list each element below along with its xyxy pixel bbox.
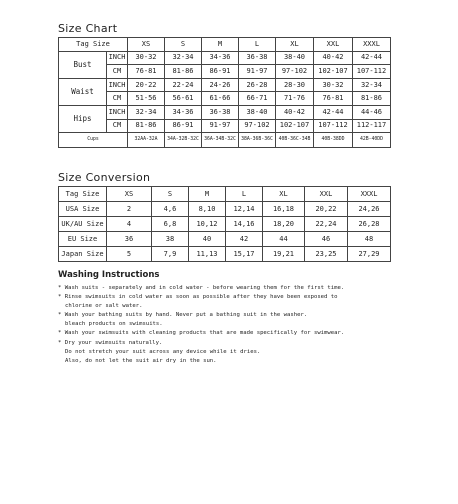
value-cell: 5 [107,247,152,262]
value-cell: 30-32 [128,51,165,65]
value-cell: 44-46 [353,105,391,119]
value-cell: 48 [348,232,391,247]
value-cell: 38-40 [276,51,314,65]
value-cell: 81-86 [165,65,202,79]
value-cell: 32-34 [128,105,165,119]
value-cell: 36-38 [239,51,276,65]
value-cell: 34-36 [165,105,202,119]
cup-cell: 42B-40DD [353,133,391,148]
value-cell: 2 [107,202,152,217]
value-cell: 28-30 [276,78,314,92]
value-cell: 44 [263,232,305,247]
table-row [59,247,391,262]
table-row [59,51,391,65]
value-cell: 107-112 [353,65,391,79]
value-cell: 27,29 [348,247,391,262]
value-cell: 30-32 [314,78,353,92]
value-cell: 66-71 [239,92,276,106]
value-cell: 61-66 [202,92,239,106]
value-cell: 42 [226,232,263,247]
size-conversion-header-row [59,187,391,202]
value-cell: 36 [107,232,152,247]
value-cell: 86-91 [165,119,202,133]
size-conversion-table [58,186,391,262]
header-cell: XS [107,187,152,202]
value-cell: 97-102 [239,119,276,133]
header-cell: L [239,38,276,52]
value-cell: 97-102 [276,65,314,79]
value-cell: 76-81 [128,65,165,79]
washing-instructions [58,270,398,366]
value-cell: 16,18 [263,202,305,217]
cup-cell: 38A-36B-36C [239,133,276,148]
table-row [59,92,391,106]
header-cell: XS [128,38,165,52]
header-cell: M [202,38,239,52]
unit-cell: CM [107,119,128,133]
cup-cell: 32AA-32A [128,133,165,148]
value-cell: 32-34 [165,51,202,65]
unit-cell: INCH [107,51,128,65]
header-cell: M [189,187,226,202]
value-cell: 86-91 [202,65,239,79]
value-cell: 56-61 [165,92,202,106]
value-cell: 46 [305,232,348,247]
header-cell: XXL [305,187,348,202]
value-cell: 22,24 [305,217,348,232]
value-cell: 26,28 [348,217,391,232]
row-label: USA Size [59,202,107,217]
value-cell: 42-44 [353,51,391,65]
instruction-line: * Rinse swimsuits in cold water as soon as possible after they have been exposed to [58,294,338,301]
cup-cell: 40B-36C-34B [276,133,314,148]
unit-cell: INCH [107,105,128,119]
header-cell: XXXL [353,38,391,52]
header-cell: XL [263,187,305,202]
value-cell: 18,20 [263,217,305,232]
table-row [59,232,391,247]
value-cell: 4,6 [152,202,189,217]
instruction-line: * Dry your swimsuits naturally. [58,339,163,346]
header-cell: XXXL [348,187,391,202]
value-cell: 7,9 [152,247,189,262]
value-cell: 24-26 [202,78,239,92]
header-cell: XXL [314,38,353,52]
instruction-line: Do not stretch your suit across any device while it dries. [65,348,261,355]
header-cell: XL [276,38,314,52]
cup-cell: 40B-38DD [314,133,353,148]
cup-cell: 36A-34B-32C [202,133,239,148]
cup-cell: 34A-32B-32C [165,133,202,148]
header-cell: S [152,187,189,202]
value-cell: 36-38 [202,105,239,119]
value-cell: 12,14 [226,202,263,217]
table-row [59,78,391,92]
measure-label: Bust [59,51,107,78]
value-cell: 26-28 [239,78,276,92]
size-chart-title: Size Chart [58,22,118,35]
table-row [59,65,391,79]
instruction-line: chlorine or salt water. [65,303,143,310]
value-cell: 107-112 [314,119,353,133]
value-cell: 20-22 [128,78,165,92]
value-cell: 23,25 [305,247,348,262]
value-cell: 11,13 [189,247,226,262]
washing-instructions-title: Washing Instructions [58,270,160,280]
value-cell: 40-42 [276,105,314,119]
value-cell: 6,8 [152,217,189,232]
table-row [59,119,391,133]
measure-label: Waist [59,78,107,105]
value-cell: 81-86 [128,119,165,133]
value-cell: 10,12 [189,217,226,232]
size-conversion-title: Size Conversion [58,171,151,184]
row-label: UK/AU Size [59,217,107,232]
size-chart-table [58,37,391,148]
value-cell: 15,17 [226,247,263,262]
value-cell: 8,10 [189,202,226,217]
table-row [59,105,391,119]
instruction-line: * Wash your bathing suits by hand. Never put a bathing suit in the washer. [58,312,308,319]
value-cell: 34-36 [202,51,239,65]
value-cell: 32-34 [353,78,391,92]
instruction-line: * Wash suits - separately and in cold water - before wearing them for the first time. [58,285,345,291]
value-cell: 91-97 [202,119,239,133]
row-label: EU Size [59,232,107,247]
value-cell: 19,21 [263,247,305,262]
value-cell: 71-76 [276,92,314,106]
washing-instructions-list [58,284,398,366]
value-cell: 22-24 [165,78,202,92]
instruction-line: bleach products on swimsuits. [65,321,163,328]
unit-cell: CM [107,92,128,106]
value-cell: 91-97 [239,65,276,79]
size-chart-header-row [59,38,391,52]
value-cell: 102-107 [314,65,353,79]
value-cell: 51-56 [128,92,165,106]
value-cell: 81-86 [353,92,391,106]
value-cell: 40-42 [314,51,353,65]
value-cell: 102-107 [276,119,314,133]
measure-label: Hips [59,105,107,132]
table-row [59,217,391,232]
table-row [59,202,391,217]
value-cell: 38 [152,232,189,247]
row-label: Japan Size [59,247,107,262]
value-cell: 4 [107,217,152,232]
header-cell: Tag Size [59,187,107,202]
unit-cell: INCH [107,78,128,92]
instruction-line: Also, do not let the suit air dry in the sun. [65,357,217,364]
header-cell: L [226,187,263,202]
value-cell: 76-81 [314,92,353,106]
value-cell: 20,22 [305,202,348,217]
value-cell: 40 [189,232,226,247]
header-cell: Tag Size [59,38,128,52]
instruction-line: * Wash your swimsuits with cleaning products that are made specifically for swimwear. [58,330,345,337]
value-cell: 112-117 [353,119,391,133]
header-cell: S [165,38,202,52]
unit-cell: CM [107,65,128,79]
cups-label: Cups [59,133,128,148]
value-cell: 42-44 [314,105,353,119]
value-cell: 38-40 [239,105,276,119]
cups-row [59,133,391,148]
value-cell: 14,16 [226,217,263,232]
value-cell: 24,26 [348,202,391,217]
